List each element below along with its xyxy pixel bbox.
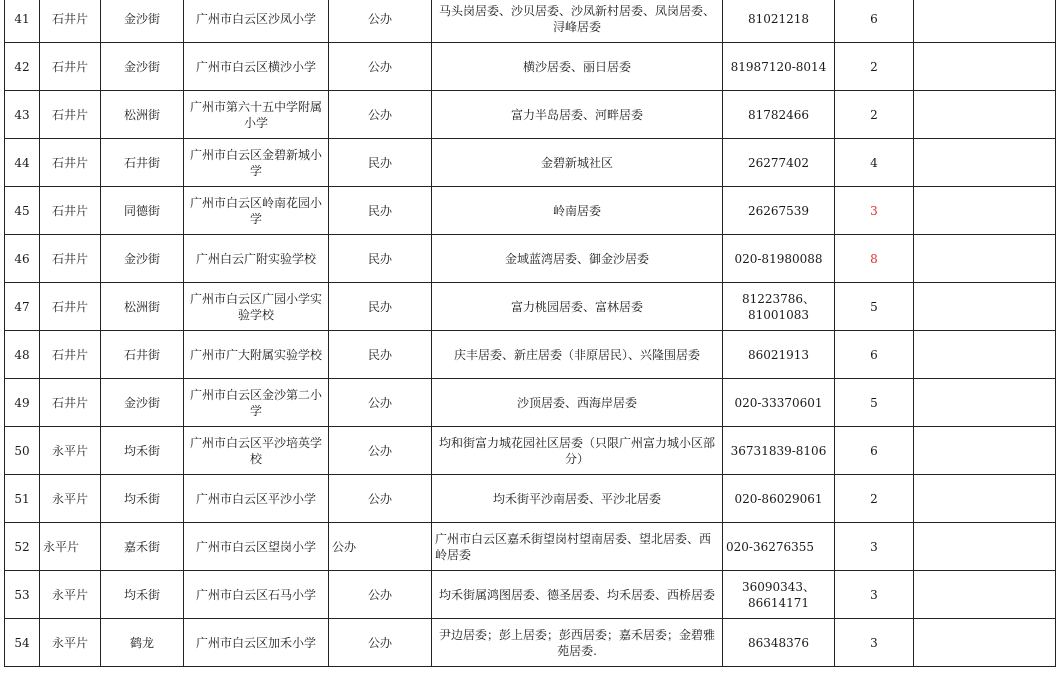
contact-phone-cell: 86348376: [723, 619, 835, 667]
school-type-cell: 公办: [329, 379, 432, 427]
contact-phone-cell: 020-81980088: [723, 235, 835, 283]
row-number-cell: 44: [5, 139, 40, 187]
remark-cell: [914, 0, 1056, 43]
remark-cell: [914, 379, 1056, 427]
contact-phone-cell: 020-36276355: [723, 523, 835, 571]
school-name-cell: 广州市白云区金沙第二小学: [184, 379, 329, 427]
contact-phone-cell: 86021913: [723, 331, 835, 379]
contact-phone-cell: 81223786、81001083: [723, 283, 835, 331]
row-number-cell: 52: [5, 523, 40, 571]
school-type-cell: 民办: [329, 283, 432, 331]
street-cell: 金沙街: [101, 235, 184, 283]
class-count-cell: 3: [835, 619, 914, 667]
street-cell: 均禾街: [101, 475, 184, 523]
street-cell: 金沙街: [101, 379, 184, 427]
table-row: [5, 43, 1056, 91]
school-name-cell: 广州市白云区加禾小学: [184, 619, 329, 667]
school-allocation-table: [4, 0, 1056, 667]
district-area-cell: 永平片: [40, 523, 101, 571]
school-type-cell: 公办: [329, 43, 432, 91]
district-area-cell: 石井片: [40, 283, 101, 331]
row-number-cell: 47: [5, 283, 40, 331]
enrollment-scope-cell: 沙顶居委、西海岸居委: [432, 379, 723, 427]
class-count-cell: 4: [835, 139, 914, 187]
class-count-cell: 6: [835, 427, 914, 475]
remark-cell: [914, 475, 1056, 523]
table-row: [5, 0, 1056, 43]
enrollment-scope-cell: 尹边居委；彭上居委；彭西居委；嘉禾居委；金碧雅苑居委.: [432, 619, 723, 667]
school-type-cell: 公办: [329, 619, 432, 667]
school-type-cell: 民办: [329, 139, 432, 187]
remark-cell: [914, 235, 1056, 283]
class-count-cell: 3: [835, 571, 914, 619]
table-row: [5, 523, 1056, 571]
enrollment-scope-cell: 金碧新城社区: [432, 139, 723, 187]
school-name-cell: 广州市白云区石马小学: [184, 571, 329, 619]
table-row: [5, 427, 1056, 475]
school-name-cell: 广州市第六十五中学附属小学: [184, 91, 329, 139]
enrollment-scope-cell: 岭南居委: [432, 187, 723, 235]
table-row: [5, 235, 1056, 283]
contact-phone-cell: 26267539: [723, 187, 835, 235]
class-count-cell: 2: [835, 43, 914, 91]
remark-cell: [914, 43, 1056, 91]
school-type-cell: 民办: [329, 187, 432, 235]
remark-cell: [914, 283, 1056, 331]
contact-phone-cell: 81782466: [723, 91, 835, 139]
table-row: [5, 619, 1056, 667]
school-type-cell: 公办: [329, 0, 432, 43]
class-count-cell: 6: [835, 331, 914, 379]
school-name-cell: 广州市白云区横沙小学: [184, 43, 329, 91]
school-type-cell: 公办: [329, 91, 432, 139]
row-number-cell: 53: [5, 571, 40, 619]
district-area-cell: 石井片: [40, 187, 101, 235]
remark-cell: [914, 523, 1056, 571]
district-area-cell: 石井片: [40, 139, 101, 187]
school-name-cell: 广州市广大附属实验学校: [184, 331, 329, 379]
row-number-cell: 48: [5, 331, 40, 379]
district-area-cell: 永平片: [40, 619, 101, 667]
street-cell: 同德街: [101, 187, 184, 235]
district-area-cell: 永平片: [40, 427, 101, 475]
enrollment-scope-cell: 广州市白云区嘉禾街望岗村望南居委、望北居委、西岭居委: [432, 523, 723, 571]
class-count-cell: 2: [835, 475, 914, 523]
school-name-cell: 广州市白云区望岗小学: [184, 523, 329, 571]
remark-cell: [914, 427, 1056, 475]
school-name-cell: 广州市白云区平沙小学: [184, 475, 329, 523]
table-row: [5, 571, 1056, 619]
district-area-cell: 石井片: [40, 331, 101, 379]
contact-phone-cell: 020-33370601: [723, 379, 835, 427]
district-area-cell: 永平片: [40, 475, 101, 523]
contact-phone-cell: 81987120-8014: [723, 43, 835, 91]
remark-cell: [914, 619, 1056, 667]
row-number-cell: 50: [5, 427, 40, 475]
district-area-cell: 石井片: [40, 379, 101, 427]
remark-cell: [914, 139, 1056, 187]
district-area-cell: 石井片: [40, 235, 101, 283]
row-number-cell: 42: [5, 43, 40, 91]
row-number-cell: 46: [5, 235, 40, 283]
street-cell: 金沙街: [101, 43, 184, 91]
school-type-cell: 民办: [329, 331, 432, 379]
street-cell: 鹤龙: [101, 619, 184, 667]
table-row: [5, 331, 1056, 379]
row-number-cell: 43: [5, 91, 40, 139]
table-row: [5, 475, 1056, 523]
street-cell: 金沙街: [101, 0, 184, 43]
street-cell: 石井街: [101, 139, 184, 187]
enrollment-scope-cell: 均禾街平沙南居委、平沙北居委: [432, 475, 723, 523]
row-number-cell: 49: [5, 379, 40, 427]
contact-phone-cell: 36731839-8106: [723, 427, 835, 475]
table-row: [5, 91, 1056, 139]
enrollment-scope-cell: 庆丰居委、新庄居委（非原居民）、兴隆围居委: [432, 331, 723, 379]
contact-phone-cell: 81021218: [723, 0, 835, 43]
school-name-cell: 广州市白云区沙凤小学: [184, 0, 329, 43]
table-row: [5, 187, 1056, 235]
remark-cell: [914, 331, 1056, 379]
school-type-cell: 公办: [329, 523, 432, 571]
remark-cell: [914, 91, 1056, 139]
school-type-cell: 民办: [329, 235, 432, 283]
class-count-cell: 2: [835, 91, 914, 139]
contact-phone-cell: 26277402: [723, 139, 835, 187]
school-name-cell: 广州市白云区金碧新城小学: [184, 139, 329, 187]
street-cell: 松洲街: [101, 283, 184, 331]
enrollment-scope-cell: 横沙居委、丽日居委: [432, 43, 723, 91]
enrollment-scope-cell: 均禾街属鸿图居委、德圣居委、均禾居委、西桥居委: [432, 571, 723, 619]
district-area-cell: 石井片: [40, 0, 101, 43]
class-count-cell: 3: [835, 187, 914, 235]
district-area-cell: 石井片: [40, 91, 101, 139]
school-type-cell: 公办: [329, 571, 432, 619]
contact-phone-cell: 020-86029061: [723, 475, 835, 523]
street-cell: 均禾街: [101, 571, 184, 619]
row-number-cell: 41: [5, 0, 40, 43]
row-number-cell: 54: [5, 619, 40, 667]
remark-cell: [914, 187, 1056, 235]
enrollment-scope-cell: 金域蓝湾居委、御金沙居委: [432, 235, 723, 283]
table-row: [5, 379, 1056, 427]
table-row: [5, 139, 1056, 187]
class-count-cell: 5: [835, 379, 914, 427]
school-name-cell: 广州市白云区广园小学实验学校: [184, 283, 329, 331]
school-name-cell: 广州市白云区岭南花园小学: [184, 187, 329, 235]
contact-phone-cell: 36090343、86614171: [723, 571, 835, 619]
class-count-cell: 5: [835, 283, 914, 331]
street-cell: 嘉禾街: [101, 523, 184, 571]
enrollment-scope-cell: 富力桃园居委、富林居委: [432, 283, 723, 331]
street-cell: 均禾街: [101, 427, 184, 475]
class-count-cell: 8: [835, 235, 914, 283]
row-number-cell: 45: [5, 187, 40, 235]
class-count-cell: 6: [835, 0, 914, 43]
district-area-cell: 石井片: [40, 43, 101, 91]
enrollment-scope-cell: 均和街富力城花园社区居委（只限广州富力城小区部分）: [432, 427, 723, 475]
street-cell: 松洲街: [101, 91, 184, 139]
table-row: [5, 283, 1056, 331]
school-name-cell: 广州市白云区平沙培英学校: [184, 427, 329, 475]
school-type-cell: 公办: [329, 427, 432, 475]
enrollment-scope-cell: 马头岗居委、沙贝居委、沙凤新村居委、凤岗居委、浔峰居委: [432, 0, 723, 43]
row-number-cell: 51: [5, 475, 40, 523]
enrollment-scope-cell: 富力半岛居委、河畔居委: [432, 91, 723, 139]
school-name-cell: 广州白云广附实验学校: [184, 235, 329, 283]
district-area-cell: 永平片: [40, 571, 101, 619]
school-type-cell: 公办: [329, 475, 432, 523]
class-count-cell: 3: [835, 523, 914, 571]
remark-cell: [914, 571, 1056, 619]
street-cell: 石井街: [101, 331, 184, 379]
